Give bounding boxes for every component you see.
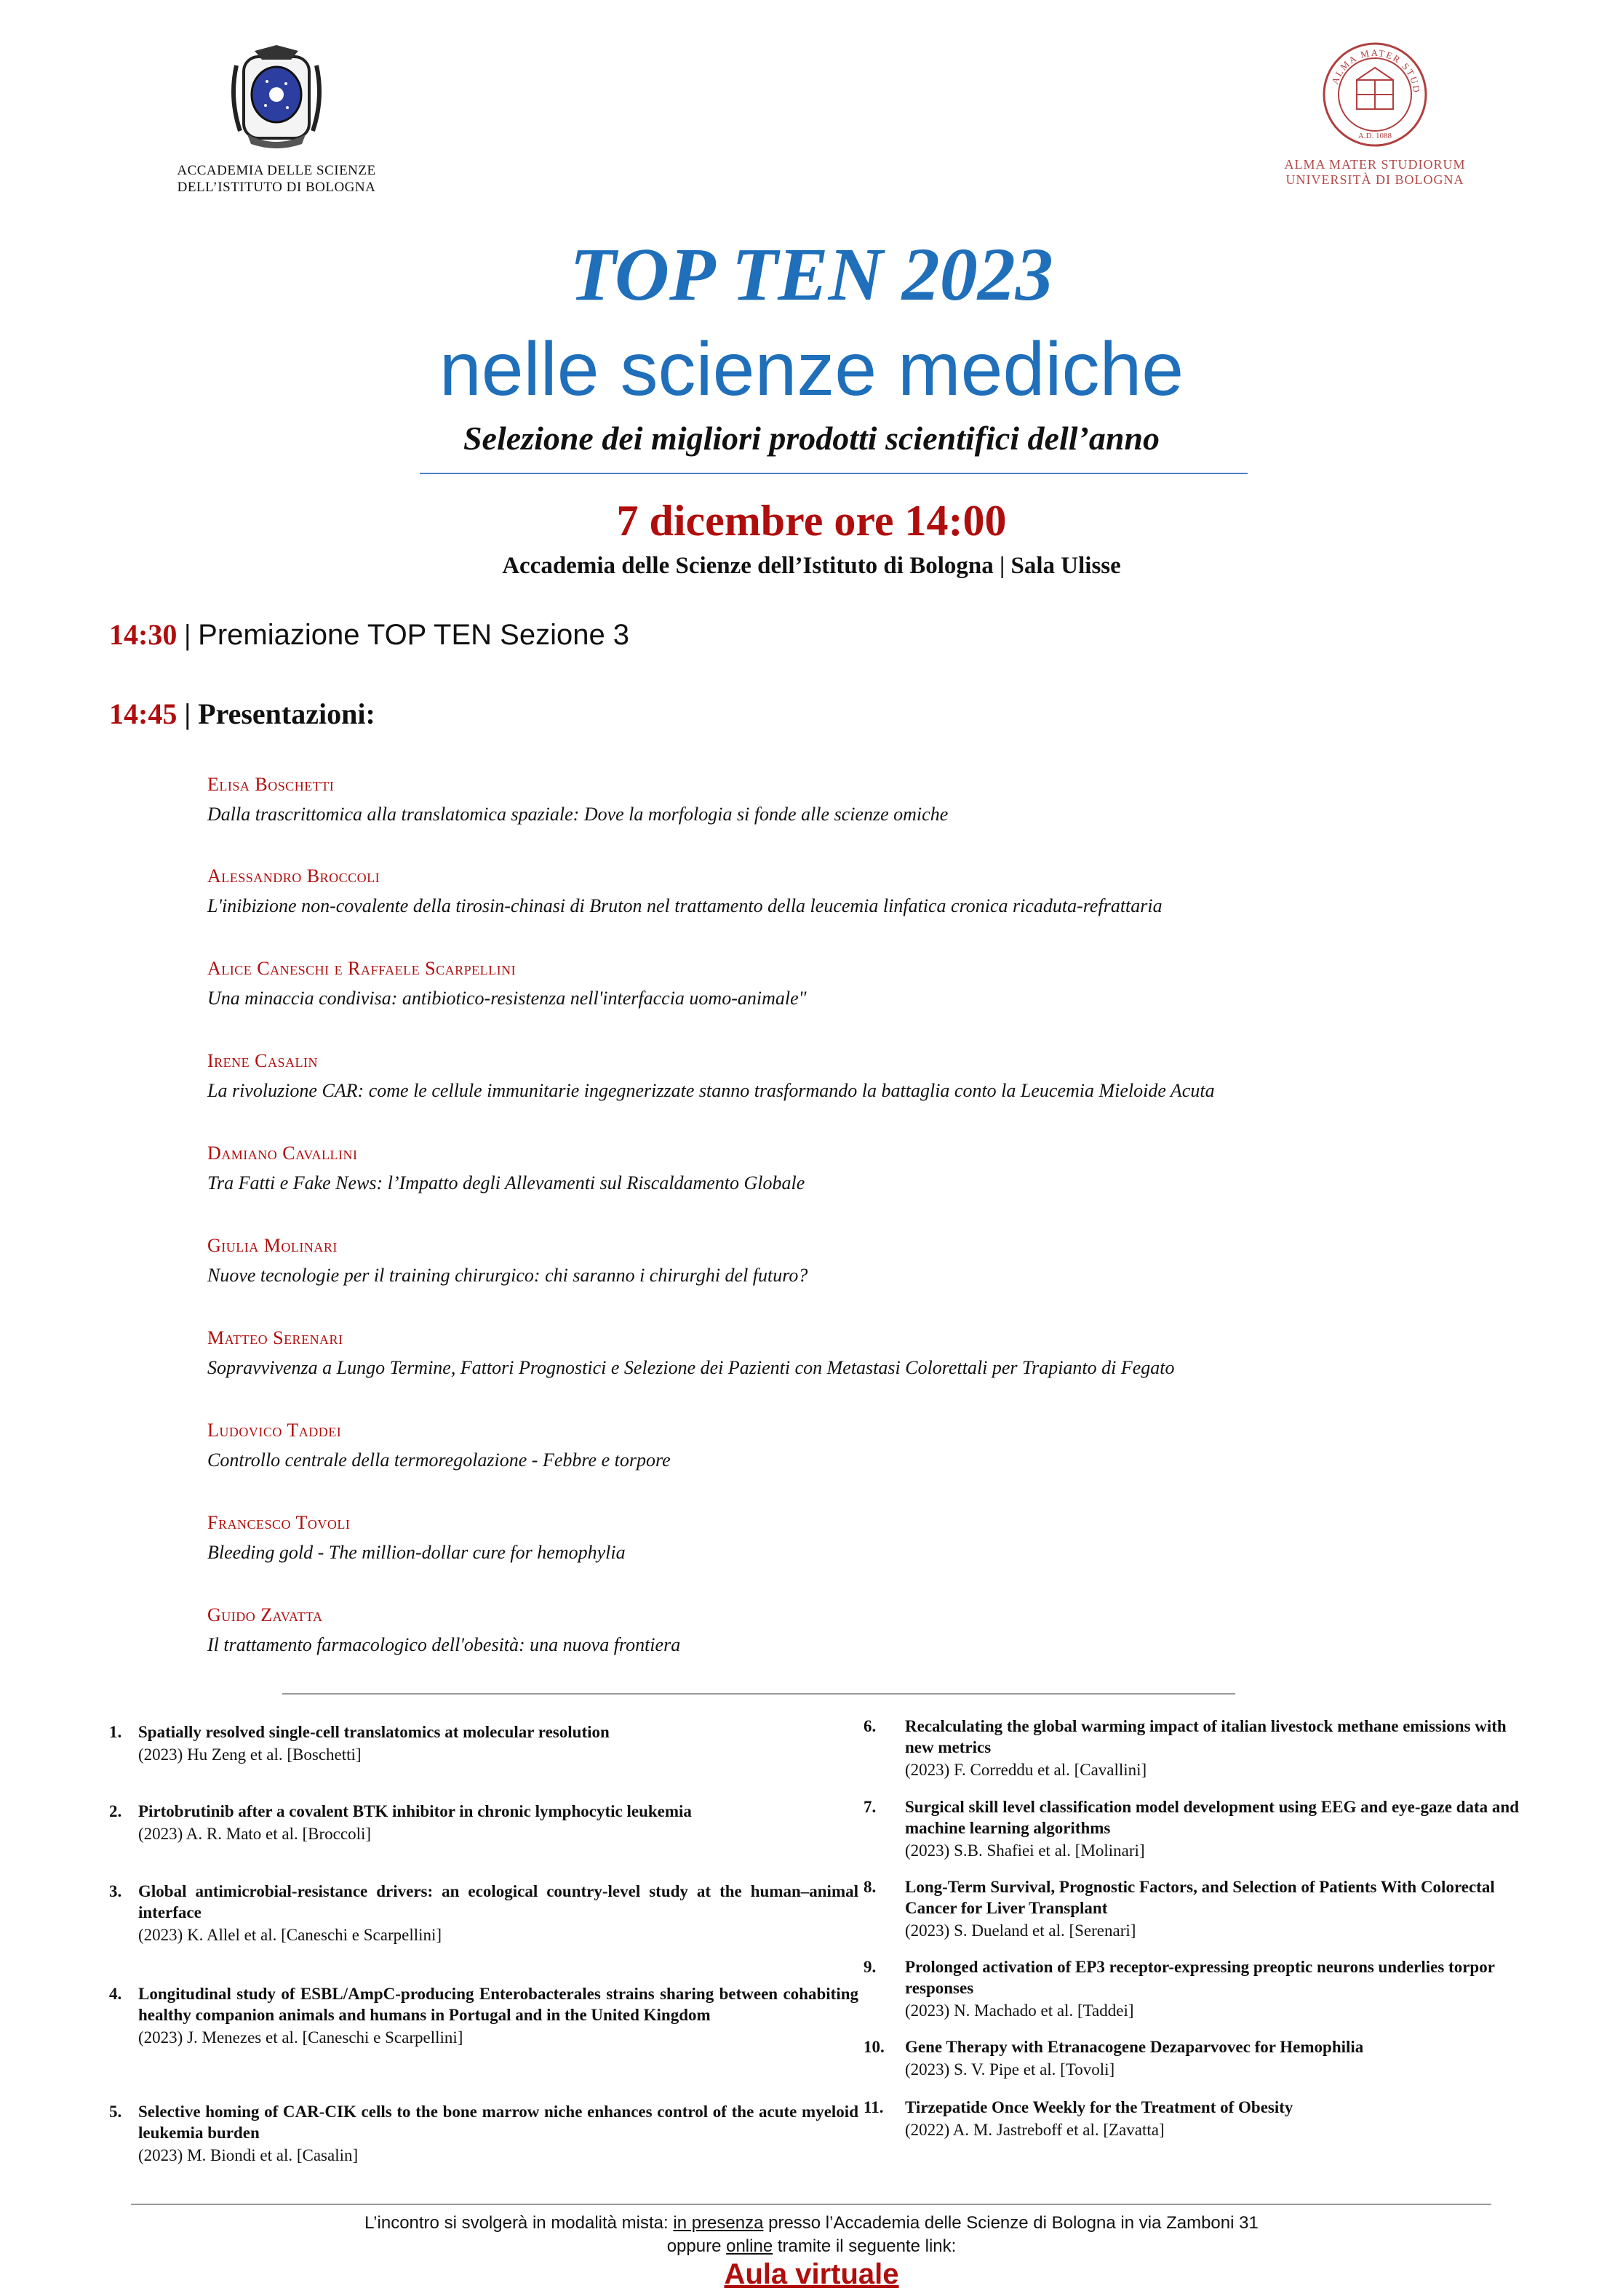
svg-text:ALMA MATER STUDIORUM: ALMA MATER STUD <box>1329 47 1423 95</box>
reference-title: Long-Term Survival, Prognostic Factors, and Selection of Patients With Colorectal Cancer for Liver Transplant <box>905 1878 1495 1917</box>
schedule-label: Presentazioni: <box>198 697 375 730</box>
schedule-item <box>109 696 375 732</box>
speaker-name: Irene Casalin <box>207 1050 318 1071</box>
reference-authors: (2023) S.B. Shafiei et al. [Molinari] <box>905 1841 1145 1860</box>
reference-number: 7. <box>864 1798 877 1816</box>
presentation-item <box>207 1419 1517 1473</box>
speaker-name: Alice Caneschi e Raffaele Scarpellini <box>207 958 517 979</box>
unibo-logo <box>1259 40 1491 188</box>
section-divider <box>282 1693 1235 1695</box>
reference-authors: (2023) S. Dueland et al. [Serenari] <box>905 1921 1136 1940</box>
speaker-name: Francesco Tovoli <box>207 1512 351 1533</box>
unibo-seal-icon <box>1320 40 1429 149</box>
reference-number: 3. <box>109 1882 122 1900</box>
in-presenza-link[interactable]: in presenza <box>673 2213 764 2233</box>
presentation-item <box>207 957 1517 1011</box>
reference-item <box>109 1881 858 1945</box>
presentation-item <box>207 1511 1517 1565</box>
reference-item <box>864 1956 1526 2021</box>
presentation-topic: Bleeding gold - The million-dollar cure for hemophylia <box>207 1542 626 1563</box>
reference-authors: (2023) A. R. Mato et al. [Broccoli] <box>138 1825 372 1843</box>
schedule-time: 14:45 <box>109 697 178 730</box>
svg-text:A.D. 1088: A.D. 1088 <box>1357 132 1392 140</box>
presentation-topic: Sopravvivenza a Lungo Termine, Fattori Prognostici e Selezione dei Pazienti con Metastasi Colorettali per Trapianto di Fegato <box>207 1357 1175 1378</box>
reference-item <box>864 2097 1526 2140</box>
reference-number: 9. <box>864 1958 877 1976</box>
footer-text: oppure <box>666 2236 727 2256</box>
title-divider <box>420 473 1248 474</box>
event-title: TOP TEN 2023 <box>570 233 1053 316</box>
event-subtitle: Selezione dei migliori prodotti scientifici dell’anno <box>463 420 1160 457</box>
reference-authors: (2022) A. M. Jastreboff et al. [Zavatta] <box>905 2121 1165 2139</box>
reference-authors: (2023) J. Menezes et al. [Caneschi e Scarpellini] <box>138 2028 463 2047</box>
presentation-topic: La rivoluzione CAR: come le cellule immunitarie ingegnerizzate stanno trasformando la battaglia conto la Leucemia Mieloide Acuta <box>207 1080 1215 1101</box>
reference-item <box>109 1983 858 2048</box>
presentation-item <box>207 773 1517 827</box>
presentation-topic: Controllo centrale della termoregolazione - Febbre e torpore <box>207 1449 671 1471</box>
reference-item <box>864 1876 1526 1941</box>
presentation-item <box>207 865 1517 919</box>
footer-text: L’incontro si svolgerà in modalità mista: <box>364 2213 674 2233</box>
schedule-separator: | <box>184 697 191 730</box>
schedule-time: 14:30 <box>109 618 178 651</box>
speaker-name: Giulia Molinari <box>207 1235 338 1256</box>
reference-authors: (2023) N. Machado et al. [Taddei] <box>905 2001 1134 2020</box>
reference-number: 5. <box>109 2103 122 2121</box>
event-title-line2: nelle scienze mediche <box>439 327 1184 412</box>
reference-title: Surgical skill level classification model development using EEG and eye-gaze data and machine learning algorithms <box>905 1798 1519 1837</box>
reference-number: 2. <box>109 1802 122 1820</box>
reference-authors: (2023) M. Biondi et al. [Casalin] <box>138 2146 359 2164</box>
footer-line <box>0 2236 1623 2257</box>
reference-number: 6. <box>864 1717 877 1735</box>
unibo-name: ALMA MATER STUDIORUM UNIVERSITÀ DI BOLOGNA <box>1284 157 1466 187</box>
reference-item <box>864 1796 1526 1861</box>
footer-divider <box>131 2204 1491 2205</box>
reference-title: Selective homing of CAR-CIK cells to the bone marrow niche enhances control of the acute myeloid leukemia burden <box>138 2103 858 2142</box>
presentation-topic: Nuove tecnologie per il training chirurgico: chi saranno i chirurghi del futuro? <box>207 1265 808 1286</box>
speaker-name: Damiano Cavallini <box>207 1143 358 1164</box>
reference-authors: (2023) F. Correddu et al. [Cavallini] <box>905 1761 1147 1779</box>
presentation-item <box>207 1327 1517 1380</box>
presentation-topic: Tra Fatti e Fake News: l’Impatto degli Allevamenti sul Riscaldamento Globale <box>207 1172 805 1193</box>
presentation-topic: Dalla trascrittomica alla translatomica spaziale: Dove la morfologia si fonde alle scienze omiche <box>207 804 949 825</box>
reference-number: 8. <box>864 1878 877 1896</box>
reference-title: Gene Therapy with Etranacogene Dezaparvovec for Hemophilia <box>905 2038 1364 2056</box>
accademia-name: ACCADEMIA DELLE SCIENZE DELL’ISTITUTO DI BOLOGNA <box>177 163 376 195</box>
schedule-item <box>109 617 629 653</box>
reference-title: Global antimicrobial-resistance drivers: an ecological country-level study at the human–animal interface <box>138 1882 858 1921</box>
presentation-topic: Una minaccia condivisa: antibiotico-resistenza nell'interfaccia uomo-animale" <box>207 988 807 1009</box>
accademia-seal-icon <box>222 44 331 153</box>
reference-number: 1. <box>109 1723 122 1741</box>
accademia-logo <box>145 44 407 196</box>
speaker-name: Elisa Boschetti <box>207 774 335 795</box>
presentation-item <box>207 1142 1517 1196</box>
speaker-name: Matteo Serenari <box>207 1327 343 1348</box>
presentation-item <box>207 1234 1517 1288</box>
presentation-topic: L'inibizione non-covalente della tirosin-chinasi di Bruton nel trattamento della leucemia linfatica cronica ricaduta-refrattaria <box>207 895 1163 916</box>
reference-title: Longitudinal study of ESBL/AmpC-producing Enterobacterales strains sharing between cohabiting healthy companion animals and humans in Portugal and in the United Kingdom <box>138 1985 858 2024</box>
reference-item <box>109 2101 858 2166</box>
reference-authors: (2023) Hu Zeng et al. [Boschetti] <box>138 1745 362 1764</box>
presentation-item <box>207 1604 1517 1657</box>
reference-authors: (2023) S. V. Pipe et al. [Tovoli] <box>905 2060 1115 2079</box>
aula-virtuale-link[interactable]: Aula virtuale <box>724 2258 899 2290</box>
reference-title: Spatially resolved single-cell translatomics at molecular resolution <box>138 1723 610 1741</box>
reference-item <box>109 1801 858 1844</box>
reference-title: Prolonged activation of EP3 receptor-expressing preoptic neurons underlies torpor responses <box>905 1958 1495 1997</box>
schedule-separator: | <box>184 618 191 651</box>
presentation-item <box>207 1049 1517 1103</box>
reference-item <box>864 2036 1526 2080</box>
footer-text: presso l’Accademia delle Scienze di Bologna in via Zamboni 31 <box>763 2213 1259 2233</box>
reference-title: Recalculating the global warming impact of italian livestock methane emissions with new metrics <box>905 1717 1507 1756</box>
reference-number: 10. <box>864 2038 885 2056</box>
reference-authors: (2023) K. Allel et al. [Caneschi e Scarpellini] <box>138 1926 442 1944</box>
event-venue: Accademia delle Scienze dell’Istituto di Bologna | Sala Ulisse <box>502 553 1121 579</box>
footer-text: tramite il seguente link: <box>773 2236 957 2256</box>
reference-title: Tirzepatide Once Weekly for the Treatment of Obesity <box>905 2098 1293 2116</box>
reference-item <box>864 1716 1526 1780</box>
presentation-topic: Il trattamento farmacologico dell'obesità: una nuova frontiera <box>207 1634 681 1655</box>
online-link[interactable]: online <box>726 2236 773 2256</box>
reference-number: 11. <box>864 2098 884 2116</box>
footer-line <box>0 2212 1623 2234</box>
schedule-label: Premiazione TOP TEN Sezione 3 <box>198 619 630 651</box>
speaker-name: Ludovico Taddei <box>207 1420 342 1441</box>
reference-item <box>109 1721 858 1765</box>
speaker-name: Guido Zavatta <box>207 1604 323 1625</box>
reference-title: Pirtobrutinib after a covalent BTK inhibitor in chronic lymphocytic leukemia <box>138 1802 692 1820</box>
event-date: 7 dicembre ore 14:00 <box>616 497 1007 545</box>
speaker-name: Alessandro Broccoli <box>207 865 380 887</box>
reference-number: 4. <box>109 1985 122 2003</box>
